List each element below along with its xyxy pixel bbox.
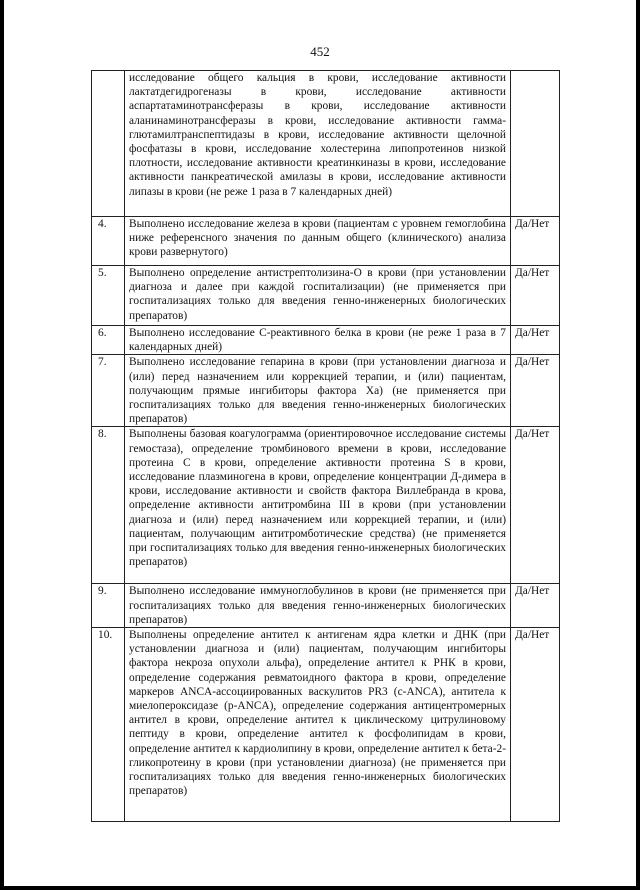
page-number: 452 [310,44,330,59]
row-answer: Да/Нет [511,355,560,427]
row-answer: Да/Нет [511,217,560,266]
row-number: 10. [92,628,125,822]
table-row [92,217,560,266]
row-number: 7. [92,355,125,427]
table-row [92,355,560,427]
row-answer: Да/Нет [511,427,560,584]
row-number: 8. [92,427,125,584]
row-criterion-text: Выполнено исследование железа в крови (пациентам с уровнем гемоглобина ниже референсного значения по данным общего (клинического) анализа крови развернутого) [125,217,511,266]
row-criterion-text: Выполнено определение антистрептолизина-О в крови (при установлении диагноза и далее при каждой госпитализации) (не применяется при госпитализациях только для введения генно-инженерных биологических препаратов) [125,266,511,326]
scan-border-left [0,0,4,890]
row-answer: Да/Нет [511,326,560,355]
row-number: 6. [92,326,125,355]
row-answer [511,71,560,217]
table-row [92,628,560,822]
row-criterion-text: Выполнено исследование иммуноглобулинов в крови (не применяется при госпитализациях только для введения генно-инженерных биологических препаратов) [125,584,511,628]
row-criterion-text: Выполнено исследование гепарина в крови (при установлении диагноза и (или) перед назначением или коррекцией терапии, и (или) пациентам, получающим прямые ингибиторы фактора Ха) (не применяется при госпитализациях только для введения генно-инженерных биологических препаратов) [125,355,511,427]
scan-border-bottom [0,886,640,890]
table-row [92,71,560,217]
row-answer: Да/Нет [511,628,560,822]
row-number: 5. [92,266,125,326]
row-number: 9. [92,584,125,628]
row-number [92,71,125,217]
row-criterion-text: Выполнено исследование С-реактивного белка в крови (не реже 1 раза в 7 календарных дней) [125,326,511,355]
row-answer: Да/Нет [511,584,560,628]
row-number: 4. [92,217,125,266]
table-row [92,584,560,628]
row-answer: Да/Нет [511,266,560,326]
scan-border-right [636,0,640,890]
table-row [92,266,560,326]
criteria-table [91,70,560,822]
row-criterion-text: исследование общего кальция в крови, исследование активности лактатдегидрогеназы в крови, исследование активности аспартатаминотрансферазы в крови, исследование активности аланинаминотрансферазы в крови, исследование активности гамма-глютамилтранспептидазы в крови, исследование активности щелочной фосфатазы в крови, исследование холестерина липопротеинов низкой плотности, исследование активности креатинкиназы в крови, исследование активности панкреатической амилазы в крови, исследование активности липазы в крови (не реже 1 раза в 7 календарных дней) [125,71,511,217]
row-criterion-text: Выполнены определение антител к антигенам ядра клетки и ДНК (при установлении диагноза и (или) пациентам, получающим ингибиторы фактора некроза опухоли альфа), определение антител к РНК в крови, определение содержания ревматоидного фактора в крови, определение маркеров ANCA-ассоциированных васкулитов PR3 (c-ANCA), антитела к миелопероксидазе (p-ANCA), определение содержания антицентромерных антител в крови, определение антител к циклическому цитрулиновому пептиду в крови, определение антител к фосфолипидам в крови, определение антител к кардиолипину в крови, определение антител к бета-2-гликопротеину в крови (при установлении диагноза) (не применяется при госпитализациях только для введения генно-инженерных биологических препаратов) [125,628,511,822]
table-row [92,427,560,584]
table-row [92,326,560,355]
row-criterion-text: Выполнены базовая коагулограмма (ориентировочное исследование системы гемостаза), определение тромбинового времени в крови, исследование протеина С в крови, определение активности протеина S в крови, исследование плазминогена в крови, определение концентрации Д-димера в крови, исследование активности и свойств фактора Виллебранда в крова, определение активности антитромбина III в крови (при установлении диагноза и (или) перед назначением или коррекцией терапии, и (или) пациентам, получающим антитромботические средства) (не применяется при госпитализациях только для введения генно-инженерных биологических препаратов) [125,427,511,584]
